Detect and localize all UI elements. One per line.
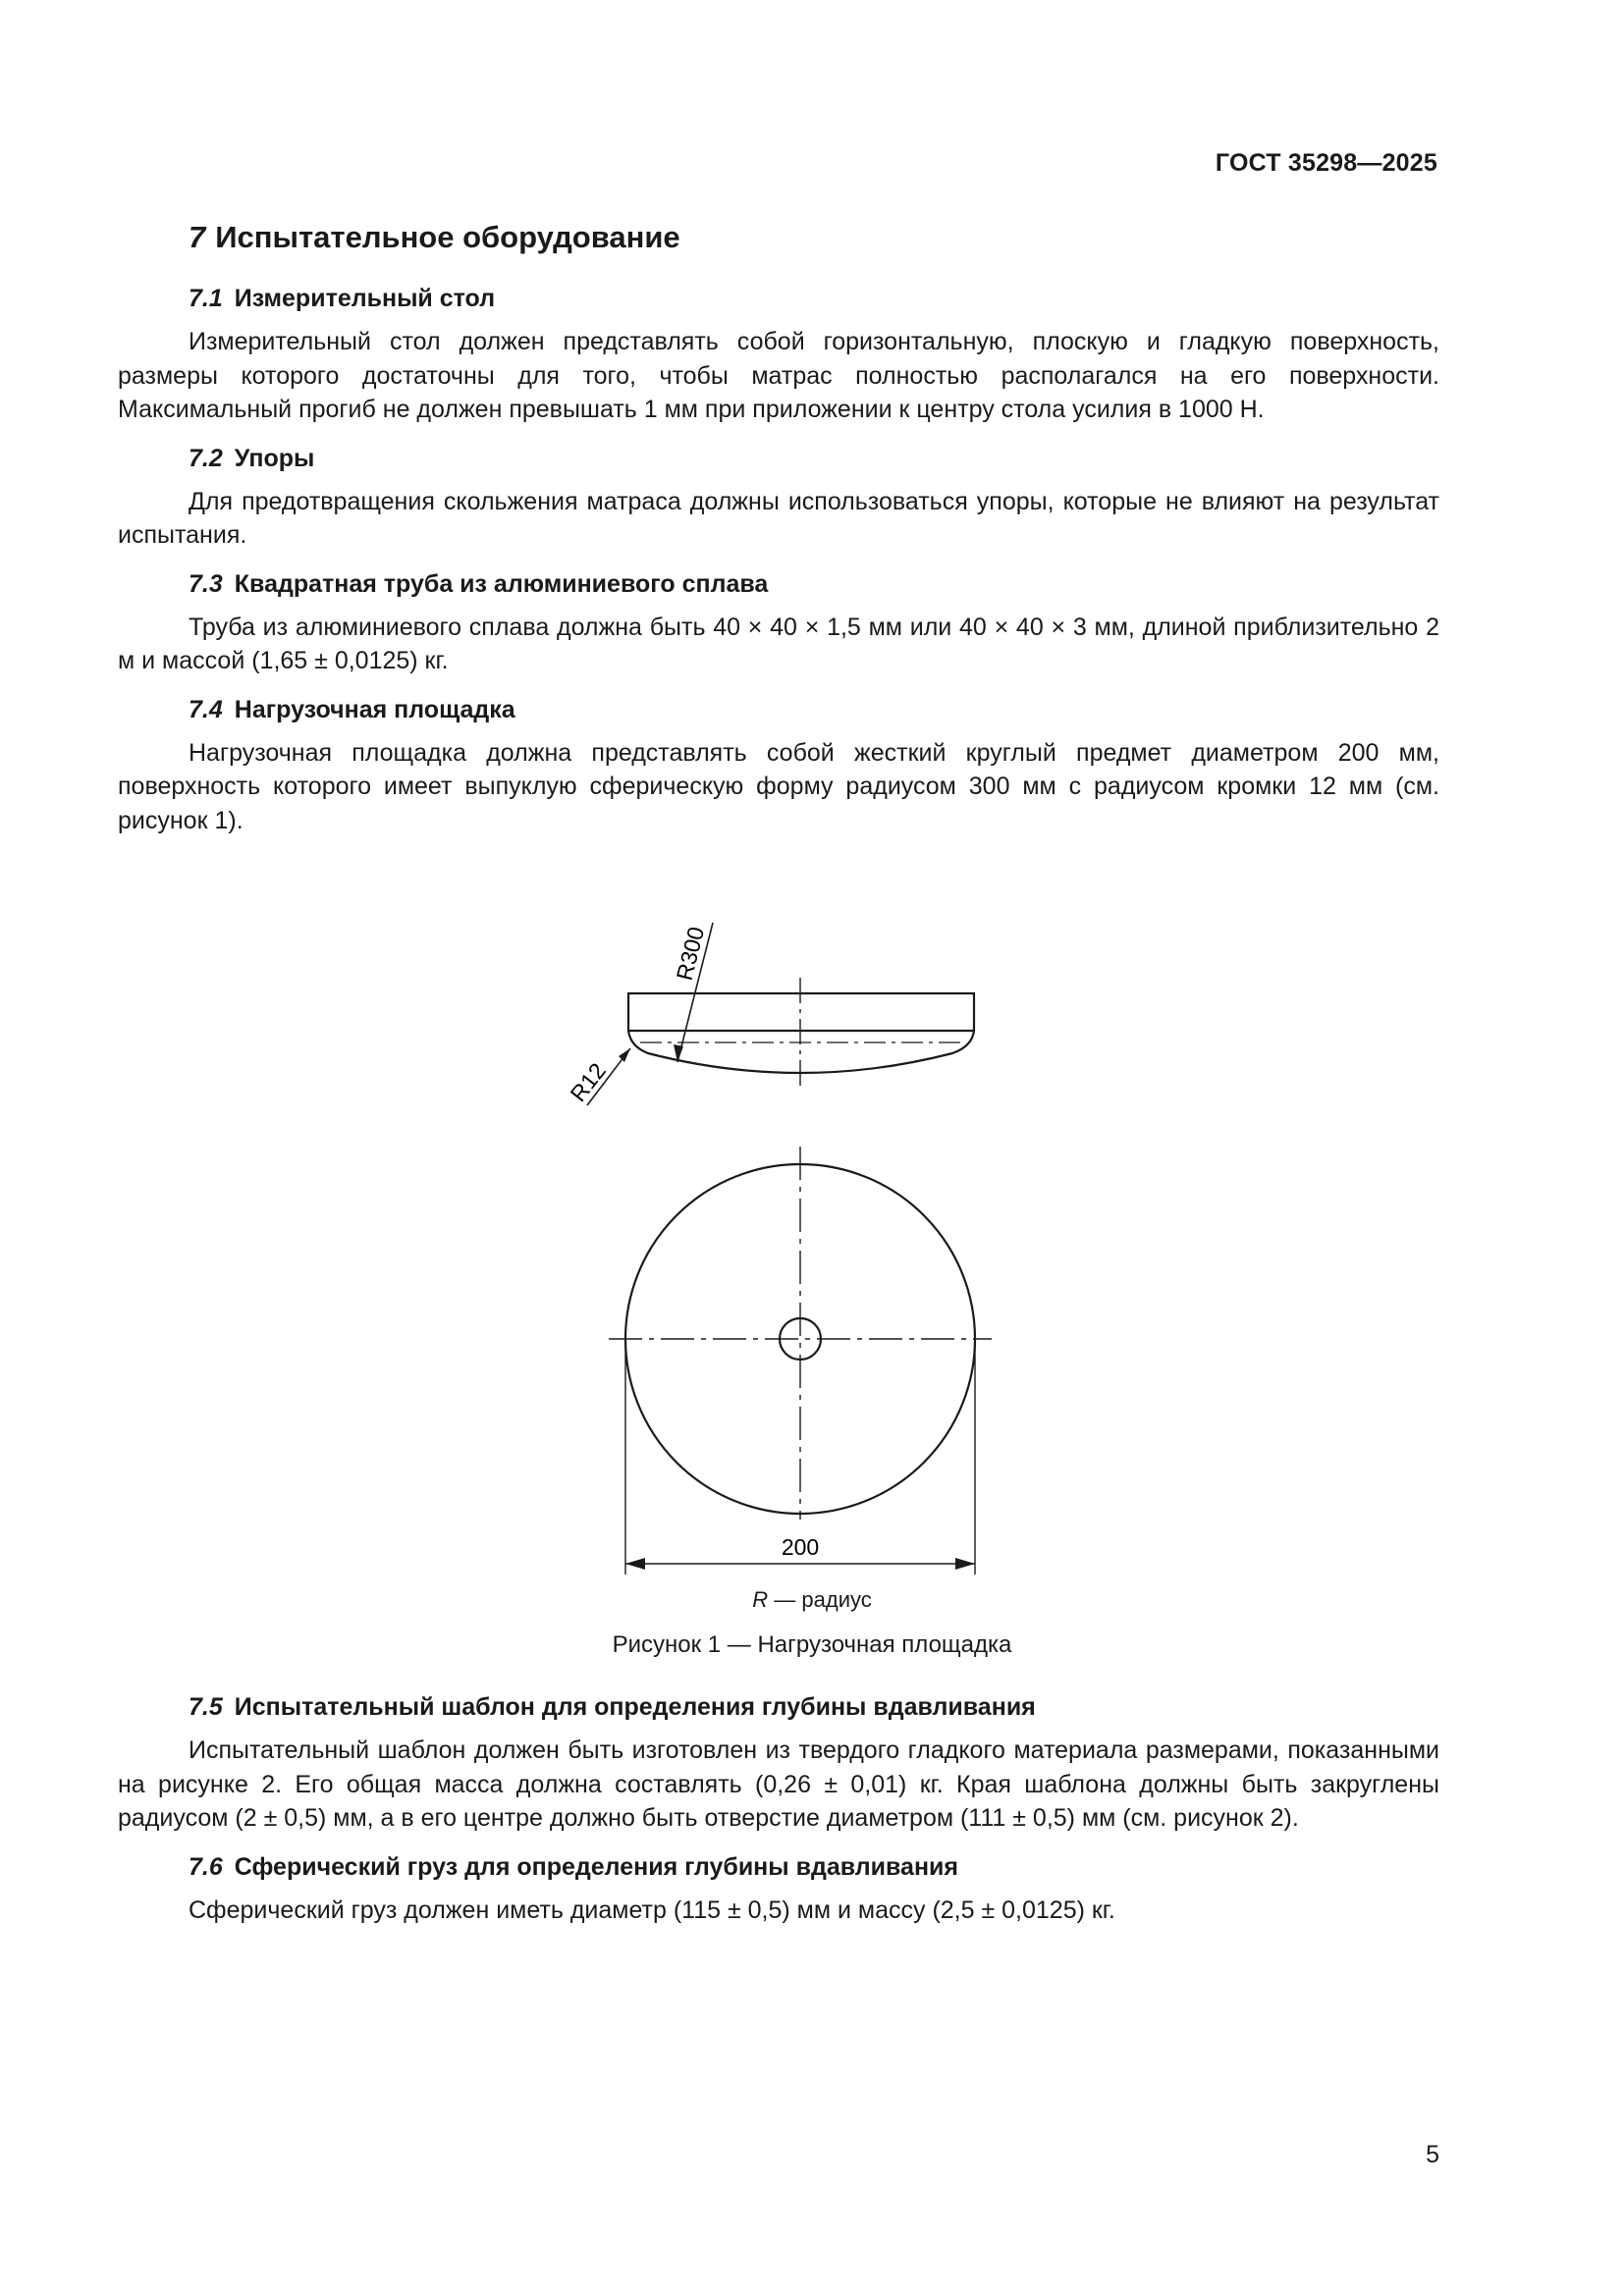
- label-diameter: 200: [781, 1534, 820, 1560]
- subsection-number: 7.3: [189, 569, 223, 598]
- subsection-title: Упоры: [234, 444, 315, 472]
- subsection-title: Сферический груз для определения глубины вдавливания: [234, 1852, 959, 1881]
- subsection-number: 7.4: [189, 695, 223, 723]
- figure-legend: [0, 1587, 1624, 1613]
- subsection-heading-7-3: [189, 568, 1439, 600]
- subsection-heading-7-4: [189, 694, 1439, 725]
- dimension-arrow-left: [625, 1558, 645, 1570]
- subsection-heading-7-1: [189, 283, 1439, 314]
- legend-symbol: R: [752, 1587, 769, 1612]
- r12-arrowhead: [619, 1048, 630, 1062]
- paragraph-7-4: Нагрузочная площадка должна представлять собой жесткий круглый предмет диаметром 200 мм, поверхность которого имеет выпуклую сферическую форму радиусом 300 мм с радиусом кромки 12 мм (см. рисунок 1).: [118, 738, 1439, 834]
- paragraph-7-2: Для предотвращения скольжения матраса должны использоваться упоры, которые не влияют на результат испытания.: [118, 487, 1439, 549]
- paragraph-7-1: Измерительный стол должен представлять собой горизонтальную, плоскую и гладкую поверхность, размеры которого достаточны для того, чтобы матрас полностью располагался на его поверхности. Максимальный прогиб не должен превышать 1 мм при приложении к центру стола усилия в 1000 Н.: [118, 328, 1439, 423]
- paragraph-7-5: Испытательный шаблон должен быть изготовлен из твердого гладкого материала размерами, показанными на рисунке 2. Его общая масса должна составлять (0,26 ± 0,01) кг. Края шаблона должны быть закруглены радиусом (2 ± 0,5) мм, а в его центре должно быть отверстие диаметром (111 ± 0,5) мм (см. рисунок 2).: [118, 1736, 1439, 1832]
- document-code: ГОСТ 35298—2025: [1215, 149, 1437, 177]
- subsection-title: Испытательный шаблон для определения глубины вдавливания: [234, 1693, 1036, 1721]
- label-r12: R12: [565, 1057, 611, 1107]
- subsection-title: Нагрузочная площадка: [234, 695, 515, 723]
- subsection-heading-7-2: [189, 443, 1439, 474]
- section-title: Испытательное оборудование: [215, 220, 680, 254]
- label-r300: R300: [671, 924, 710, 984]
- lower-text-block: [118, 1691, 1439, 1943]
- section-number: 7: [189, 220, 206, 254]
- subsection-heading-7-6: [189, 1851, 1439, 1883]
- legend-text: — радиус: [768, 1587, 872, 1612]
- paragraph-7-3: Труба из алюминиевого сплава должна быть 40 × 40 × 1,5 мм или 40 × 40 × 3 мм, длиной приблизительно 2 м и массой (1,65 ± 0,0125) кг.: [118, 613, 1439, 674]
- subsection-number: 7.2: [189, 444, 223, 472]
- subsection-title: Квадратная труба из алюминиевого сплава: [234, 569, 769, 598]
- side-view-body: [628, 993, 974, 1031]
- subsection-number: 7.1: [189, 285, 223, 312]
- section-heading: [189, 220, 1439, 255]
- subsection-number: 7.5: [189, 1693, 223, 1721]
- paragraph-7-6: Сферический груз должен иметь диаметр (115 ± 0,5) мм и массу (2,5 ± 0,0125) кг.: [189, 1896, 1115, 1924]
- figure-caption: Рисунок 1 — Нагрузочная площадка: [612, 1631, 1012, 1658]
- subsection-title: Измерительный стол: [234, 285, 496, 312]
- subsection-number: 7.6: [189, 1852, 223, 1881]
- upper-text-block: [118, 220, 1439, 853]
- subsection-heading-7-5: [189, 1691, 1439, 1723]
- page-number: 5: [1426, 2141, 1439, 2168]
- load-pad-drawing: [550, 903, 1021, 1610]
- dimension-arrow-right: [955, 1558, 975, 1570]
